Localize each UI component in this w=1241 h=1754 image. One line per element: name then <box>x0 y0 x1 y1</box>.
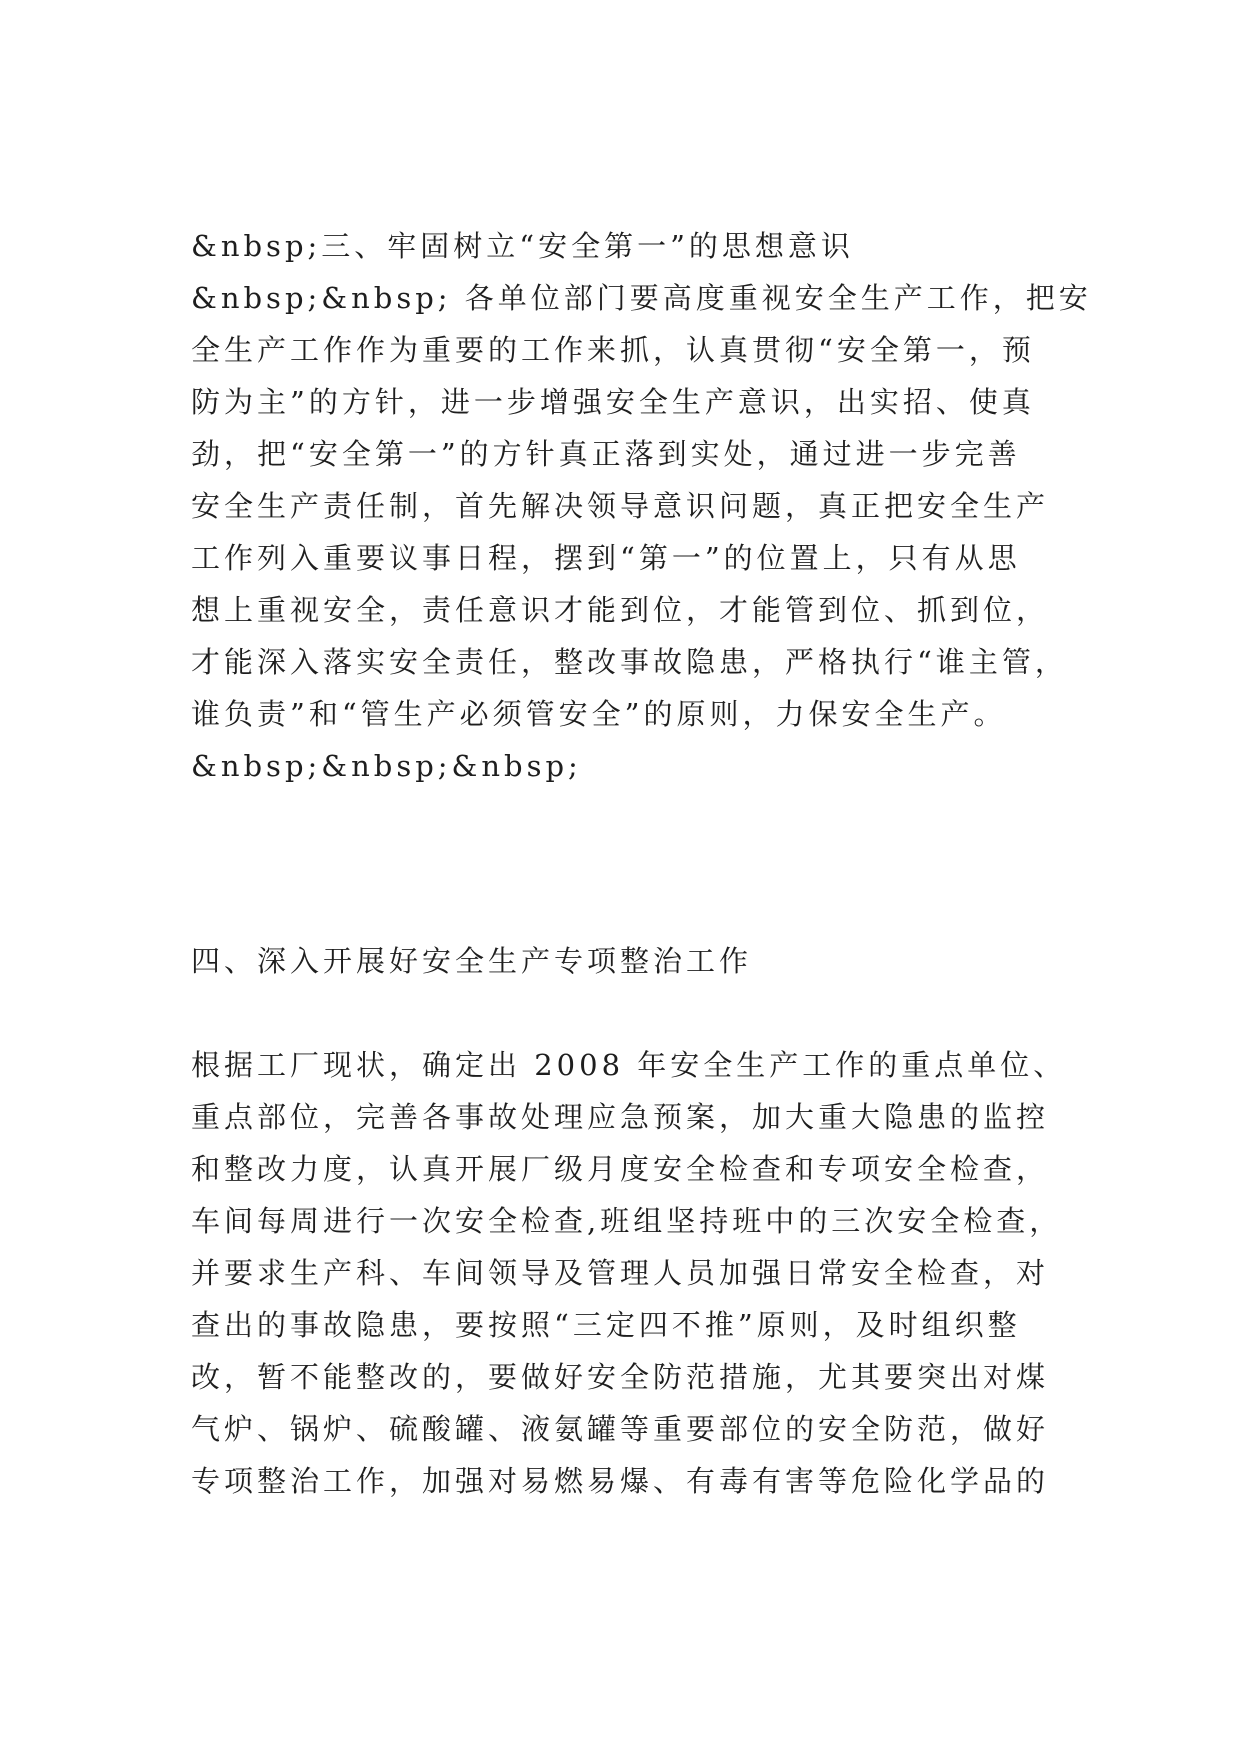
paragraph-line: 劲，把“安全第一”的方针真正落到实处，通过进一步完善 <box>191 437 1021 471</box>
heading-text: 四、深入开展好安全生产专项整治工作 <box>191 944 753 978</box>
paragraph-line: 并要求生产科、车间领导及管理人员加强日常安全检查，对 <box>191 1256 1050 1290</box>
heading-text: &nbsp;三、牢固树立“安全第一”的思想意识 <box>191 229 854 263</box>
paragraph-line: 重点部位，完善各事故处理应急预案，加大重大隐患的监控 <box>191 1100 1050 1134</box>
paragraph-line: 气炉、锅炉、硫酸罐、液氨罐等重要部位的安全防范，做好 <box>191 1412 1050 1446</box>
paragraph-line: 全生产工作作为重要的工作来抓，认真贯彻“安全第一，预 <box>191 333 1035 367</box>
paragraph-line: 谁负责”和“管生产必须管安全”的原则，力保安全生产。 <box>191 697 1007 731</box>
paragraph-line: 查出的事故隐患，要按照“三定四不推”原则，及时组织整 <box>191 1308 1021 1342</box>
paragraph-line: 根据工厂现状，确定出 2008 年安全生产工作的重点单位、 <box>191 1048 1067 1082</box>
paragraph-line: 工作列入重要议事日程，摆到“第一”的位置上，只有从思 <box>191 541 1021 575</box>
section-4-paragraph <box>191 1039 1071 1507</box>
paragraph-line: 才能深入落实安全责任，整改事故隐患，严格执行“谁主管， <box>191 645 1068 679</box>
paragraph-line: &nbsp;&nbsp;&nbsp; <box>191 749 582 783</box>
paragraph-line: 改，暂不能整改的，要做好安全防范措施，尤其要突出对煤 <box>191 1360 1050 1394</box>
section-3-heading <box>191 220 1071 272</box>
paragraph-line: 安全生产责任制，首先解决领导意识问题，真正把安全生产 <box>191 489 1050 523</box>
paragraph-line: 专项整治工作，加强对易燃易爆、有毒有害等危险化学品的 <box>191 1464 1050 1498</box>
section-3-paragraph <box>191 272 1092 792</box>
section-4-heading <box>191 935 1071 987</box>
paragraph-line: &nbsp;&nbsp; 各单位部门要高度重视安全生产工作，把安 <box>191 281 1092 315</box>
paragraph-line: 和整改力度，认真开展厂级月度安全检查和专项安全检查， <box>191 1152 1050 1186</box>
paragraph-line: 防为主”的方针，进一步增强安全生产意识，出实招、使真 <box>191 385 1035 419</box>
paragraph-line: 车间每周进行一次安全检查,班组坚持班中的三次安全检查， <box>191 1204 1063 1238</box>
paragraph-line: 想上重视安全，责任意识才能到位，才能管到位、抓到位， <box>191 593 1050 627</box>
